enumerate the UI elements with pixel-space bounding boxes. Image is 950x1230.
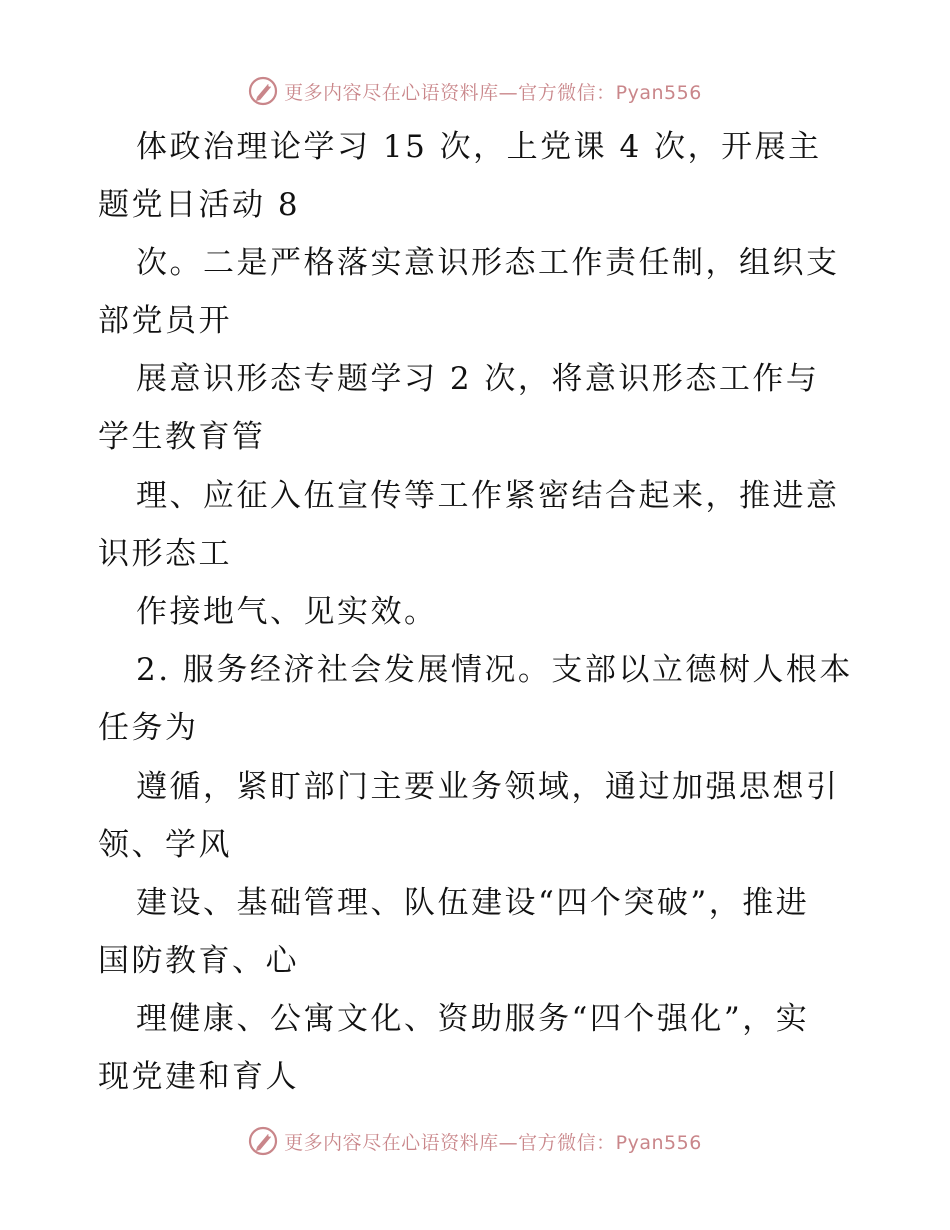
header-watermark [0,71,950,111]
pen-seal-logo-icon [248,1126,278,1156]
text-line: 国防教育、心 [98,943,299,979]
text-line: 任务为 [98,710,199,746]
watermark-text: 更多内容尽在心语资料库—官方微信：Pyan556 [284,1131,702,1154]
text-line: 理、应征入伍宣传等工作紧密结合起来，推进意 [136,478,840,514]
text-line: 学生教育管 [98,419,266,455]
text-line: 部党员开 [98,303,232,339]
text-line: 识形态工 [98,536,232,572]
text-line: 建设、基础管理、队伍建设“四个突破”，推进 [136,885,810,921]
text-line: 体政治理论学习 15 次，上党课 4 次，开展主 [136,129,822,165]
text-line: 2. 服务经济社会发展情况。支部以立德树人根本 [136,652,853,688]
text-line: 作接地气、见实效。 [136,594,438,630]
text-line: 展意识形态专题学习 2 次，将意识形态工作与 [136,361,820,397]
text-line: 现党建和育人 [98,1059,299,1095]
watermark-text: 更多内容尽在心语资料库—官方微信：Pyan556 [284,81,702,104]
text-line: 理健康、公寓文化、资助服务“四个强化”，实 [136,1001,810,1037]
pen-seal-logo-icon [248,76,278,106]
text-line: 题党日活动 8 [98,187,301,223]
text-line: 遵循，紧盯部门主要业务领域，通过加强思想引 [136,769,840,805]
footer-watermark [0,1121,950,1161]
text-line: 次。二是严格落实意识形态工作责任制，组织支 [136,245,840,281]
text-line: 领、学风 [98,827,232,863]
